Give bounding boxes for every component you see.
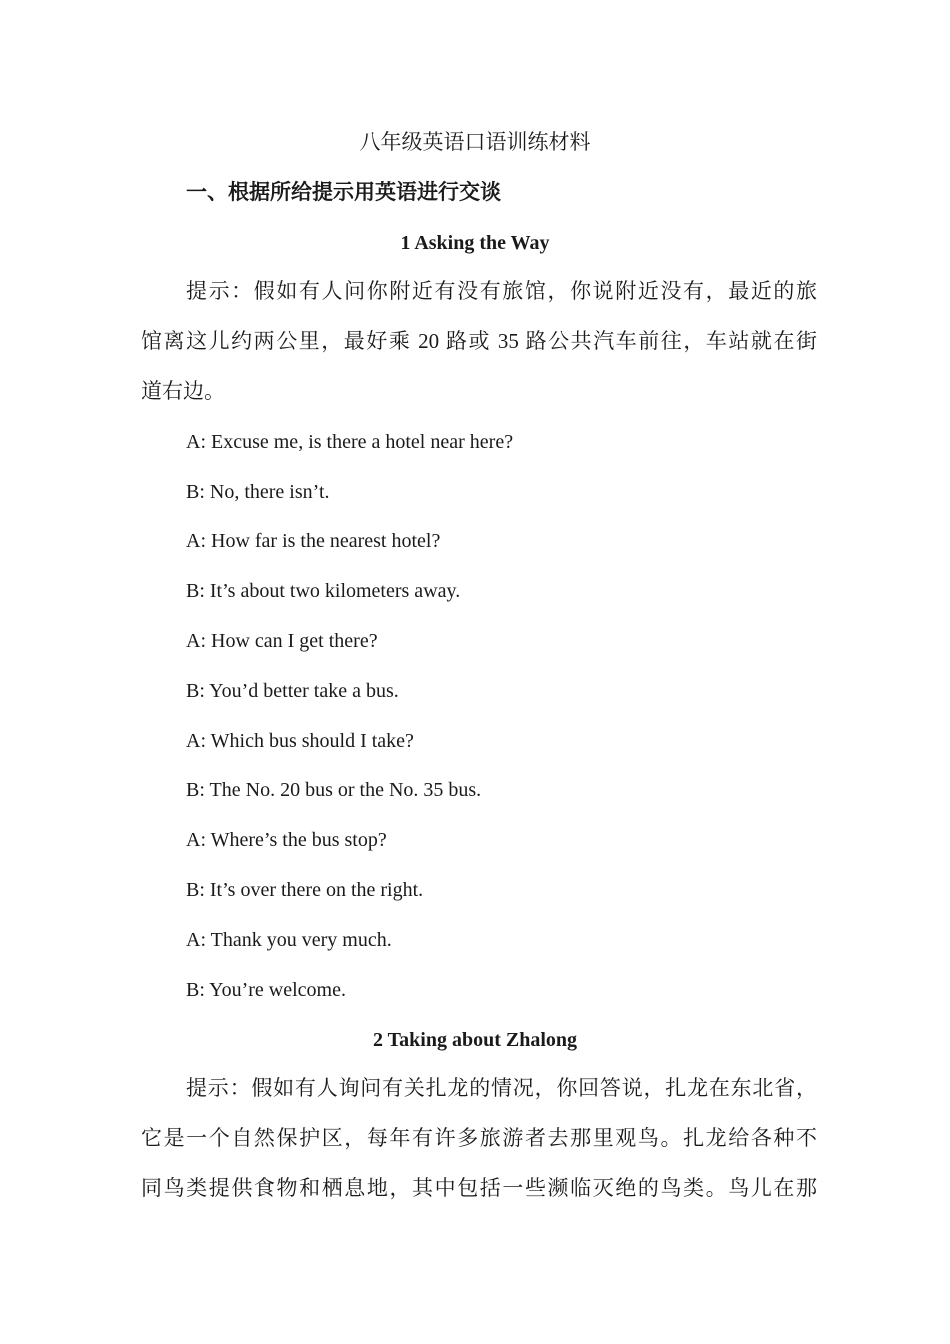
dialogue-line: A: Which bus should I take? <box>186 730 414 752</box>
topic-1-heading: 1 Asking the Way <box>400 232 550 254</box>
topic-2-hint-line: 同鸟类提供食物和栖息地，其中包括一些濒临灭绝的鸟类。鸟儿在那 <box>141 1176 817 1200</box>
dialogue-line: A: Excuse me, is there a hotel near here? <box>186 431 514 453</box>
dialogue-line: B: You’d better take a bus. <box>186 680 399 702</box>
dialogue-line: B: It’s over there on the right. <box>186 879 424 901</box>
dialogue-line: B: It’s about two kilometers away. <box>186 580 461 602</box>
topic-1-hint-line: 道右边。 <box>141 379 225 403</box>
topic-1-hint-line: 馆离这儿约两公里，最好乘 20 路或 35 路公共汽车前往，车站就在街 <box>141 329 817 353</box>
dialogue-line: B: You’re welcome. <box>186 979 346 1001</box>
section-heading: 一、根据所给提示用英语进行交谈 <box>186 180 501 204</box>
topic-2-hint-line: 它是一个自然保护区，每年有许多旅游者去那里观鸟。扎龙给各种不 <box>141 1126 817 1150</box>
topic-1-hint-line: 提示：假如有人问你附近有没有旅馆，你说附近没有，最近的旅 <box>186 279 817 303</box>
topic-2-hint-line: 提示：假如有人询问有关扎龙的情况，你回答说，扎龙在东北省， <box>186 1076 817 1100</box>
dialogue-line: A: How can I get there? <box>186 630 378 652</box>
dialogue-line: B: No, there isn’t. <box>186 481 330 503</box>
dialogue-line: A: Thank you very much. <box>186 929 392 951</box>
dialogue-line: A: Where’s the bus stop? <box>186 829 387 851</box>
dialogue-line: A: How far is the nearest hotel? <box>186 530 441 552</box>
dialogue-line: B: The No. 20 bus or the No. 35 bus. <box>186 779 482 801</box>
document-title: 八年级英语口语训练材料 <box>359 130 591 154</box>
topic-2-heading: 2 Taking about Zhalong <box>373 1029 577 1051</box>
